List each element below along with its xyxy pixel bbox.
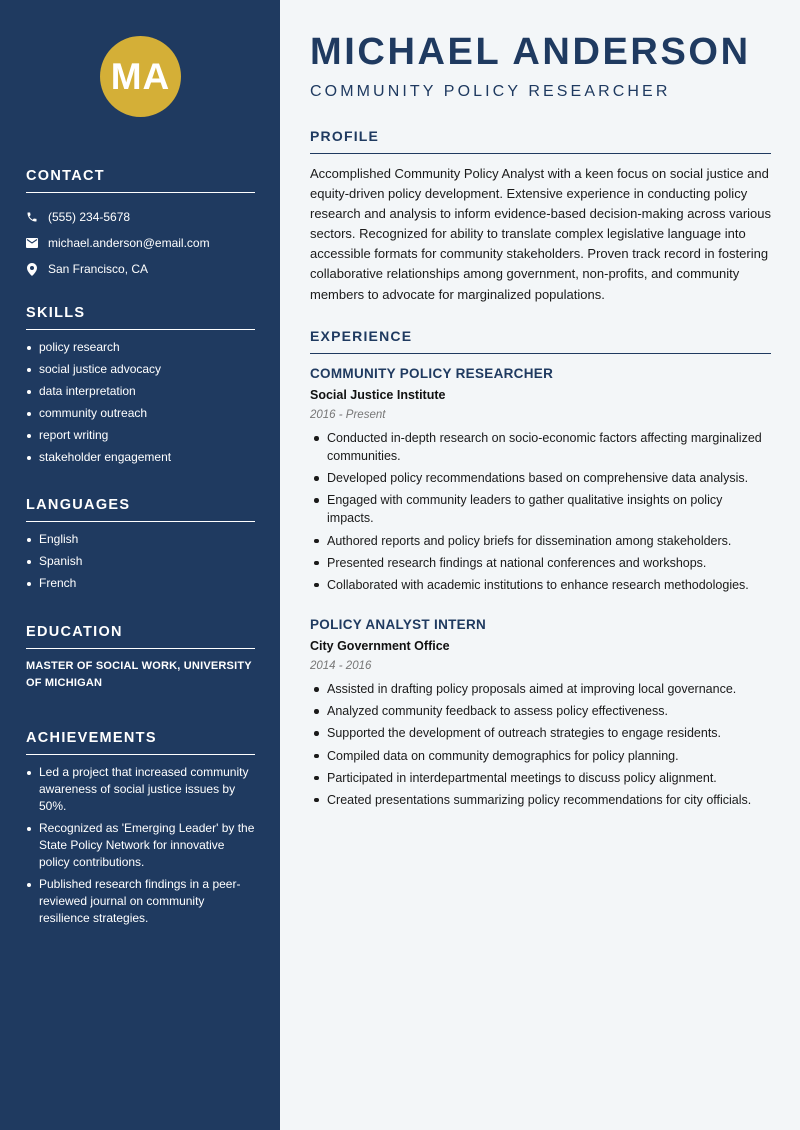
job-bullet: Collaborated with academic institutions to enhance research methodologies. xyxy=(310,576,771,594)
languages-section xyxy=(26,497,255,597)
profile-text: Accomplished Community Policy Analyst with a keen focus on social justice and equity-driven policy development. Extensive experience in conducting policy research and analysis to inform evidence-based decision-making across various sectors. Recognized for ability to translate complex legislative language into accessible formats for community stakeholders. Proven track record in fostering collaborative relationships among government, non-profits, and community members to advocate for marginalized populations. xyxy=(310,166,772,302)
location-pin-icon xyxy=(26,263,38,275)
achievement-item: Published research findings in a peer-reviewed journal on community resilience strategies. xyxy=(26,876,255,927)
job-bullet: Participated in interdepartmental meetings to discuss policy alignment. xyxy=(310,769,771,787)
skills-title: SKILLS xyxy=(26,305,255,330)
contact-section xyxy=(26,168,255,282)
email-icon xyxy=(26,237,38,249)
candidate-role: COMMUNITY POLICY RESEARCHER xyxy=(310,83,671,100)
achievements-title: ACHIEVEMENTS xyxy=(26,730,255,755)
phone-text: (555) 234-5678 xyxy=(48,210,131,224)
job-bullet: Developed policy recommendations based on comprehensive data analysis. xyxy=(310,469,771,487)
job-bullet: Engaged with community leaders to gather qualitative insights on policy impacts. xyxy=(310,491,771,527)
job-bullet: Created presentations summarizing policy recommendations for city officials. xyxy=(310,791,771,809)
skills-section xyxy=(26,305,255,471)
candidate-name: MICHAEL ANDERSON xyxy=(310,31,751,73)
sidebar xyxy=(0,0,280,1130)
email-text: michael.anderson@email.com xyxy=(48,236,210,250)
job-title: COMMUNITY POLICY RESEARCHER xyxy=(310,366,554,381)
job-bullet: Conducted in-depth research on socio-economic factors affecting marginalized communities. xyxy=(310,429,771,465)
achievement-item: Recognized as 'Emerging Leader' by the State Policy Network for innovative policy contributions. xyxy=(26,820,255,871)
language-item: French xyxy=(26,575,255,592)
education-title: EDUCATION xyxy=(26,624,255,649)
experience-title: EXPERIENCE xyxy=(310,328,771,354)
contact-title: CONTACT xyxy=(26,168,255,193)
contact-location xyxy=(26,256,255,282)
profile-title: PROFILE xyxy=(310,128,771,154)
contact-email xyxy=(26,230,255,256)
skill-item: policy research xyxy=(26,339,255,356)
job-organization: City Government Office xyxy=(310,639,450,653)
skill-item: report writing xyxy=(26,427,255,444)
skill-item: data interpretation xyxy=(26,383,255,400)
job-dates: 2016 - Present xyxy=(310,409,386,421)
job-bullet: Presented research findings at national conferences and workshops. xyxy=(310,554,771,572)
language-item: English xyxy=(26,531,255,548)
phone-icon xyxy=(26,211,38,223)
profile-section xyxy=(310,128,771,305)
experience-section xyxy=(310,328,771,354)
job-organization: Social Justice Institute xyxy=(310,388,446,402)
job-bullet: Authored reports and policy briefs for dissemination among stakeholders. xyxy=(310,532,771,550)
job-dates: 2014 - 2016 xyxy=(310,660,372,672)
education-section xyxy=(26,624,255,692)
languages-title: LANGUAGES xyxy=(26,497,255,522)
language-item: Spanish xyxy=(26,553,255,570)
achievement-item: Led a project that increased community awareness of social justice issues by 50%. xyxy=(26,764,255,815)
job-entry xyxy=(310,617,771,813)
contact-phone xyxy=(26,204,255,230)
job-bullet: Assisted in drafting policy proposals aimed at improving local governance. xyxy=(310,680,771,698)
job-title: POLICY ANALYST INTERN xyxy=(310,617,487,632)
job-bullet: Compiled data on community demographics for policy planning. xyxy=(310,747,771,765)
avatar: MA xyxy=(100,36,181,117)
skill-item: community outreach xyxy=(26,405,255,422)
education-degree: MASTER OF SOCIAL WORK, UNIVERSITY OF MICHIGAN xyxy=(26,660,252,689)
achievements-section xyxy=(26,730,255,932)
skill-item: social justice advocacy xyxy=(26,361,255,378)
job-bullet: Analyzed community feedback to assess policy effectiveness. xyxy=(310,702,771,720)
job-bullet: Supported the development of outreach strategies to engage residents. xyxy=(310,724,771,742)
location-text: San Francisco, CA xyxy=(48,262,149,276)
skill-item: stakeholder engagement xyxy=(26,449,255,466)
job-entry xyxy=(310,366,771,598)
